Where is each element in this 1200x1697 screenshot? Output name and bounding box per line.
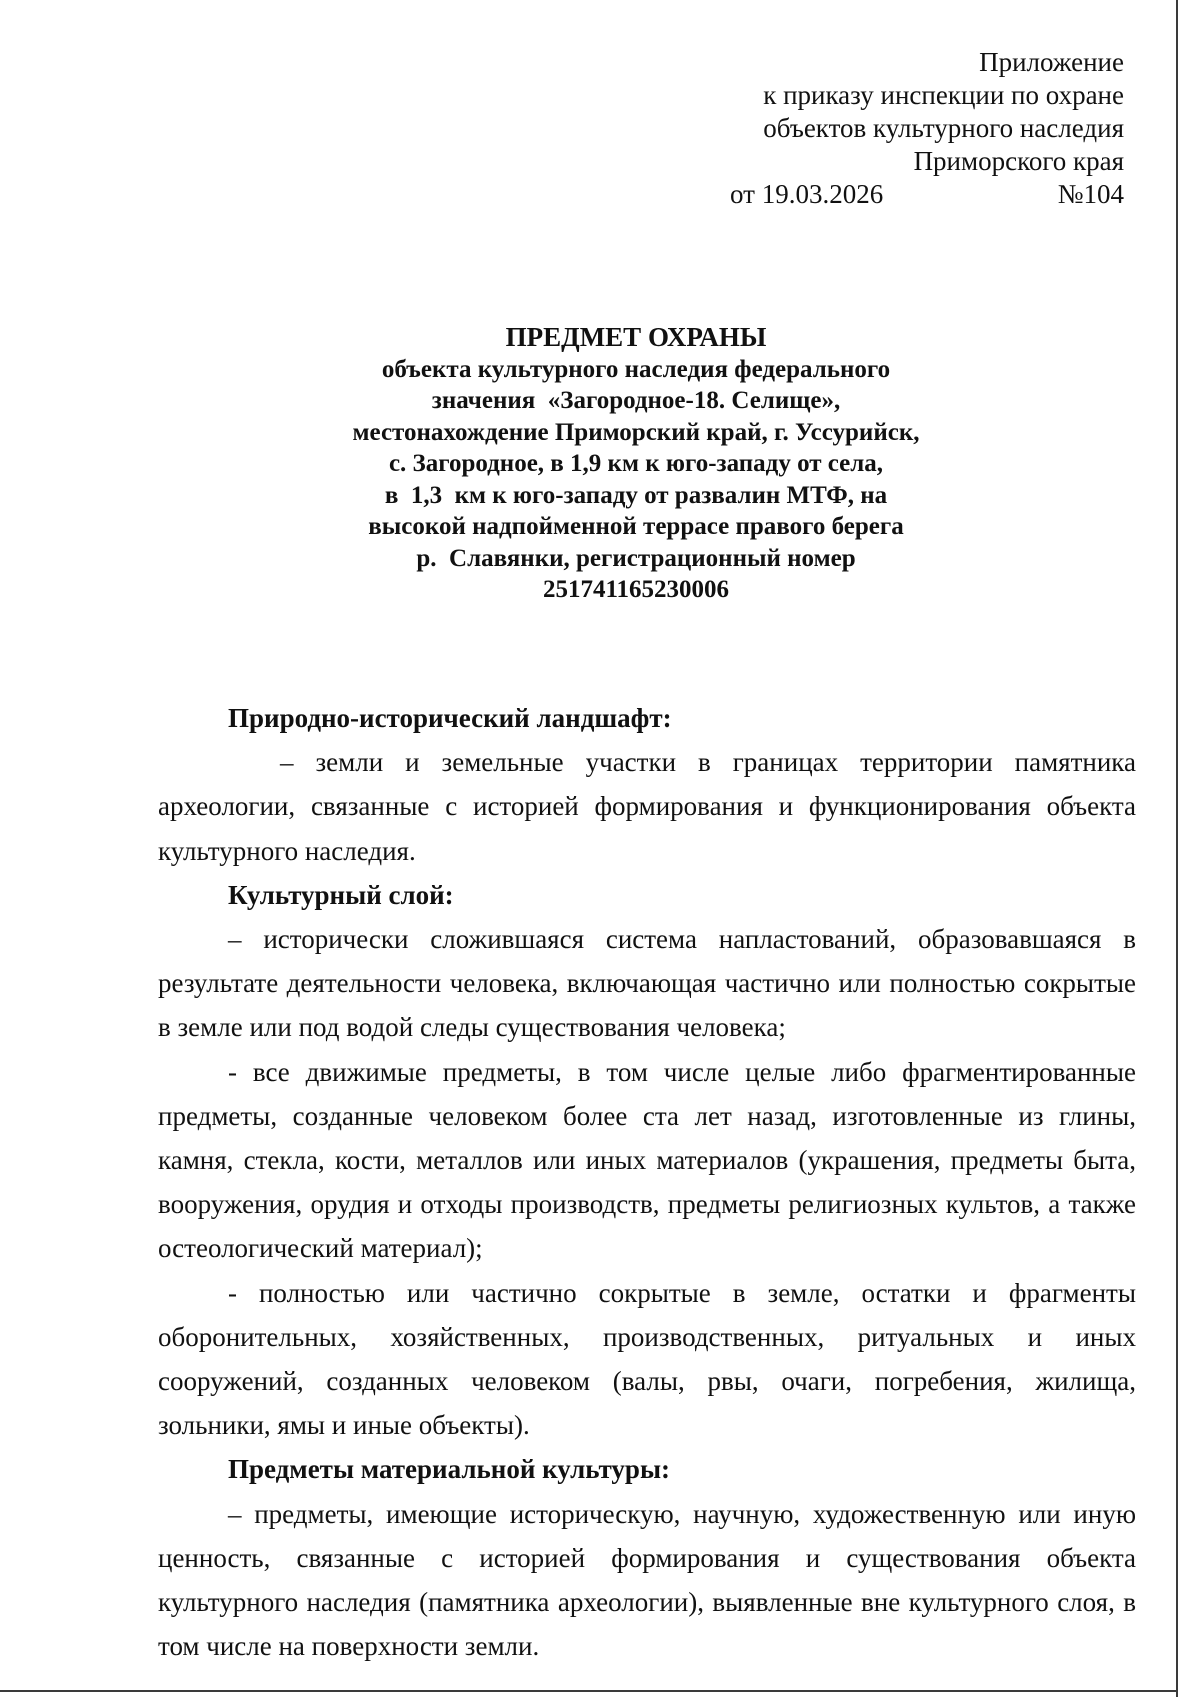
- cultural-layer-item: - полностью или частично сокрытые в земле, остатки и фрагменты оборонительных, хозяйственных, производственных, ритуальных и иных сооружений, созданных человеком (валы, рвы, очаги, погребения, жилища, зольники, ямы и иные объекты).: [158, 1277, 1136, 1441]
- order-details: [700, 178, 1124, 211]
- title-line: в 1,3 км к юго-западу от развалин МТФ, на: [384, 481, 888, 509]
- title-line: с. Загородное, в 1,9 км к юго-западу от села,: [388, 450, 884, 477]
- title-main: ПРЕДМЕТ ОХРАНЫ: [505, 322, 767, 352]
- section-heading-cultural-layer: Культурный слой:: [228, 879, 454, 910]
- material-culture-item: – предметы, имеющие историческую, научную, художественную или иную ценность, связанные с историей формирования и существования объекта культурного наследия (памятника археологии), выявленные вне культурного слоя, в том числе на поверхности земли.: [158, 1498, 1136, 1662]
- appendix-region: Приморского края: [913, 146, 1124, 176]
- title-line: значения «Загородное-18. Селище»,: [431, 387, 841, 414]
- document-title: [236, 322, 1036, 606]
- appendix-header: [700, 46, 1124, 211]
- registration-number: 251741165230006: [542, 576, 730, 603]
- section-heading-material-culture: Предметы материальной культуры:: [228, 1454, 671, 1485]
- cultural-layer-item: – исторически сложившаяся система напластований, образовавшаяся в результате деятельности человека, включающая частично или полностью сокрытые в земле или под водой следы существования человека;: [158, 924, 1136, 1043]
- title-line: местонахождение Приморский край, г. Уссурийск,: [352, 418, 920, 446]
- order-number: №104: [1057, 179, 1124, 209]
- title-line: объекта культурного наследия федерального: [381, 355, 891, 383]
- document-body: [158, 696, 1136, 1668]
- cultural-layer-item: - все движимые предметы, в том числе целые либо фрагментированные предметы, созданные человеком более ста лет назад, изготовленные из глины, камня, стекла, кости, металлов или иных материалов (украшения, предметы быта, вооружения, орудия и отходы производств, предметы религиозных культов, а также остеологический материал);: [158, 1056, 1136, 1264]
- appendix-authority: объектов культурного наследия: [763, 113, 1124, 143]
- title-line: высокой надпойменной террасе правого берега: [368, 513, 904, 540]
- title-line: р. Славянки, регистрационный номер: [416, 544, 856, 572]
- order-date: от 19.03.2026: [730, 179, 884, 209]
- landscape-item: – земли и земельные участки в границах территории памятника археологии, связанные с историей формирования и функционирования объекта культурного наследия.: [158, 747, 1136, 866]
- appendix-label: Приложение: [979, 47, 1124, 77]
- appendix-order-ref: к приказу инспекции по охране: [763, 80, 1124, 110]
- section-heading-landscape: Природно-исторический ландшафт:: [228, 703, 672, 733]
- scan-edge-right: [1176, 0, 1178, 1697]
- scan-edge-bottom: [0, 1690, 1178, 1692]
